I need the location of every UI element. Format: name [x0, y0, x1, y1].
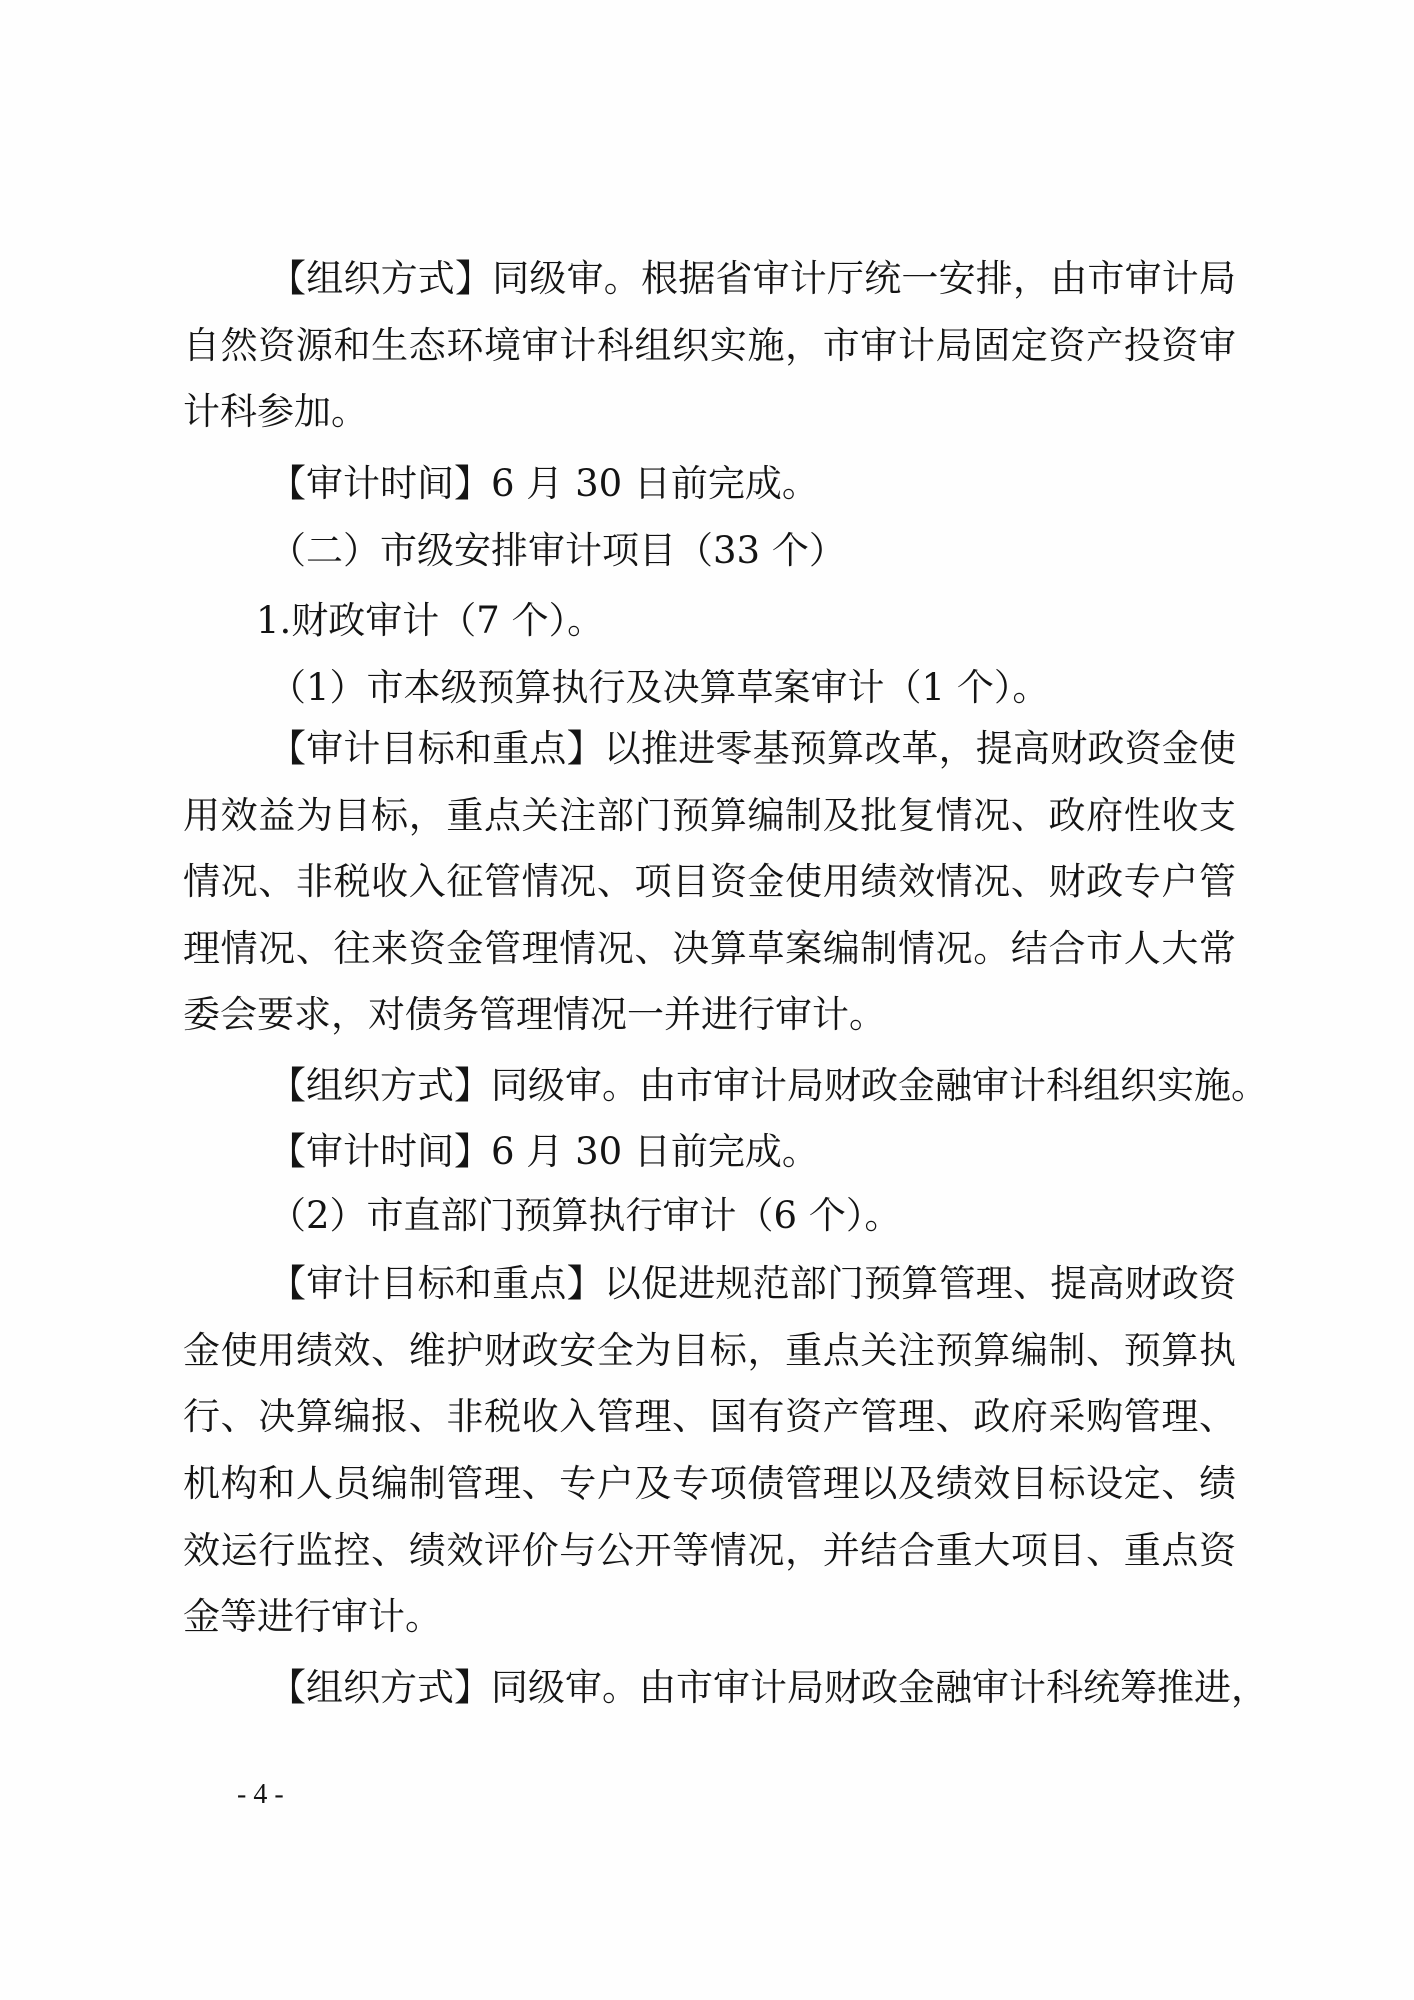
subsection-heading: 1.财政审计（7 个）。: [256, 599, 605, 642]
text-line: 【组织方式】同级审。由市审计局财政金融审计科统筹推进，: [269, 1666, 1268, 1709]
item-heading: （1）市本级预算执行及决算草案审计（1 个）。: [269, 666, 1050, 709]
text-line: 金使用绩效、维护财政安全为目标，重点关注预算编制、预算执: [183, 1329, 1236, 1372]
text-line: 【组织方式】同级审。由市审计局财政金融审计科组织实施。: [269, 1064, 1268, 1107]
text-line: 【审计时间】6 月 30 日前完成。: [269, 462, 819, 505]
text-line: 行、决算编报、非税收入管理、国有资产管理、政府采购管理、: [183, 1395, 1236, 1438]
text-line: 机构和人员编制管理、专户及专项债管理以及绩效目标设定、绩: [183, 1462, 1236, 1505]
text-line: 【审计目标和重点】以推进零基预算改革，提高财政资金使: [269, 727, 1236, 770]
text-line: 【组织方式】同级审。根据省审计厅统一安排，由市审计局: [269, 257, 1236, 300]
text-line: 效运行监控、绩效评价与公开等情况，并结合重大项目、重点资: [183, 1529, 1236, 1572]
page-number: - 4 -: [237, 1779, 284, 1810]
text-line: 【审计目标和重点】以促进规范部门预算管理、提高财政资: [269, 1262, 1236, 1305]
text-line: 自然资源和生态环境审计科组织实施，市审计局固定资产投资审: [183, 324, 1236, 367]
text-line: 用效益为目标，重点关注部门预算编制及批复情况、政府性收支: [183, 794, 1236, 837]
text-line: 金等进行审计。: [183, 1595, 442, 1638]
text-line: 委会要求，对债务管理情况一并进行审计。: [183, 993, 886, 1036]
text-line: 计科参加。: [183, 390, 368, 433]
text-line: 情况、非税收入征管情况、项目资金使用绩效情况、财政专户管: [183, 860, 1236, 903]
item-heading: （2）市直部门预算执行审计（6 个）。: [269, 1194, 902, 1237]
text-line: 理情况、往来资金管理情况、决算草案编制情况。结合市人大常: [183, 927, 1236, 970]
text-line: 【审计时间】6 月 30 日前完成。: [269, 1130, 819, 1173]
section-heading: （二）市级安排审计项目（33 个）: [269, 529, 846, 572]
